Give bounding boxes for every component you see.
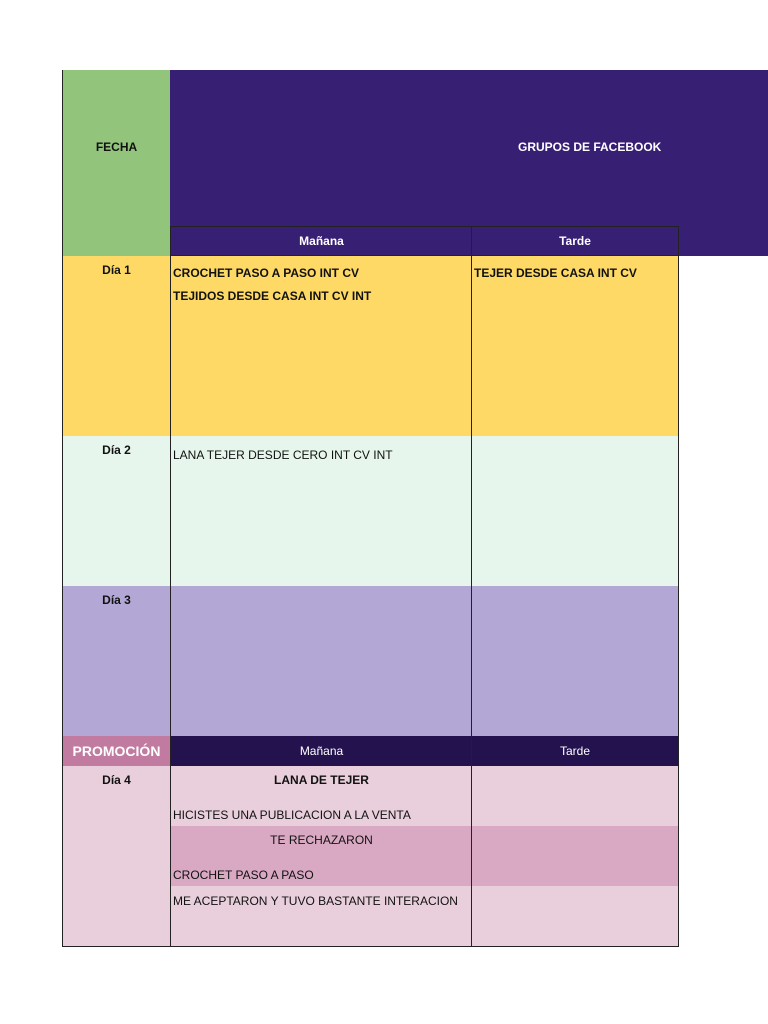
tarde-cell[interactable]	[471, 526, 679, 557]
day-label-text: Día 2	[102, 443, 131, 457]
day-label	[62, 436, 170, 467]
manana-cell[interactable]: HICISTES UNA PUBLICACION A LA VENTA	[170, 796, 472, 827]
tarde-cell[interactable]	[471, 706, 679, 737]
day-label-text: Día 1	[102, 263, 131, 277]
manana-cell[interactable]	[170, 676, 472, 707]
manana-cell[interactable]	[170, 586, 472, 617]
tarde-cell[interactable]	[471, 616, 679, 647]
tarde-cell[interactable]	[471, 886, 679, 917]
promo-manana-header	[170, 736, 472, 767]
date-cell	[62, 886, 170, 917]
date-cell	[62, 796, 170, 827]
tarde-cell[interactable]	[471, 286, 679, 317]
manana-header	[170, 226, 472, 256]
tarde-header-label: Tarde	[559, 234, 591, 248]
date-cell	[62, 856, 170, 887]
date-cell	[62, 316, 170, 347]
tarde-cell[interactable]	[471, 646, 679, 677]
tarde-cell[interactable]	[471, 676, 679, 707]
tarde-cell[interactable]	[471, 346, 679, 377]
manana-cell[interactable]	[170, 646, 472, 677]
manana-cell[interactable]	[170, 706, 472, 737]
fecha-label: FECHA	[95, 140, 138, 154]
tarde-header	[471, 226, 679, 256]
manana-cell[interactable]	[170, 376, 472, 407]
manana-cell[interactable]: CROCHET PASO A PASO INT CV	[170, 256, 472, 287]
day-label	[62, 256, 170, 287]
manana-cell[interactable]	[170, 616, 472, 647]
promo-tarde-header	[471, 736, 679, 767]
date-cell	[62, 376, 170, 407]
tarde-cell[interactable]	[471, 766, 679, 797]
date-cell	[62, 346, 170, 377]
grupos-title: GRUPOS DE FACEBOOK	[518, 140, 662, 154]
date-cell	[62, 706, 170, 737]
tarde-cell[interactable]	[471, 466, 679, 497]
date-cell	[62, 286, 170, 317]
manana-cell[interactable]	[170, 526, 472, 557]
tarde-cell[interactable]	[471, 856, 679, 887]
date-cell	[62, 556, 170, 587]
tarde-cell[interactable]	[471, 586, 679, 617]
tarde-cell[interactable]	[471, 916, 679, 947]
tarde-cell[interactable]	[471, 406, 679, 437]
tarde-cell[interactable]	[471, 826, 679, 857]
date-cell	[62, 826, 170, 857]
manana-cell[interactable]: LANA TEJER DESDE CERO INT CV INT	[170, 436, 472, 467]
tarde-cell[interactable]: TEJER DESDE CASA INT CV	[471, 256, 679, 287]
tarde-cell[interactable]	[471, 316, 679, 347]
promo-label	[62, 736, 170, 767]
tarde-cell[interactable]	[471, 436, 679, 467]
manana-cell[interactable]: ME ACEPTARON Y TUVO BASTANTE INTERACION	[170, 886, 472, 917]
tarde-cell[interactable]	[471, 496, 679, 527]
promo-tarde-label: Tarde	[559, 744, 591, 758]
manana-cell[interactable]	[170, 316, 472, 347]
tarde-cell[interactable]	[471, 556, 679, 587]
manana-cell[interactable]	[170, 496, 472, 527]
manana-cell[interactable]: CROCHET PASO A PASO	[170, 856, 472, 887]
date-cell	[62, 676, 170, 707]
manana-cell[interactable]	[170, 466, 472, 497]
manana-cell[interactable]: LANA DE TEJER	[170, 766, 472, 797]
date-cell	[62, 526, 170, 557]
manana-cell[interactable]	[170, 556, 472, 587]
manana-cell[interactable]	[170, 346, 472, 377]
manana-cell[interactable]	[170, 406, 472, 437]
date-cell	[62, 646, 170, 677]
date-cell	[62, 616, 170, 647]
promo-manana-label: Mañana	[299, 744, 344, 758]
manana-header-label: Mañana	[299, 234, 344, 248]
fecha-header	[62, 70, 170, 256]
day-label-text: Día 3	[102, 593, 131, 607]
day-label-text: Día 4	[102, 773, 131, 787]
manana-cell[interactable]: TEJIDOS DESDE CASA INT CV INT	[170, 286, 472, 317]
tarde-cell[interactable]	[471, 376, 679, 407]
manana-cell[interactable]	[170, 916, 472, 947]
promo-label-text: PROMOCIÓN	[72, 743, 161, 759]
day-label	[62, 766, 170, 797]
manana-cell[interactable]: TE RECHAZARON	[170, 826, 472, 857]
tarde-cell[interactable]	[471, 796, 679, 827]
date-cell	[62, 466, 170, 497]
date-cell	[62, 496, 170, 527]
date-cell	[62, 916, 170, 947]
day-label	[62, 586, 170, 617]
date-cell	[62, 406, 170, 437]
